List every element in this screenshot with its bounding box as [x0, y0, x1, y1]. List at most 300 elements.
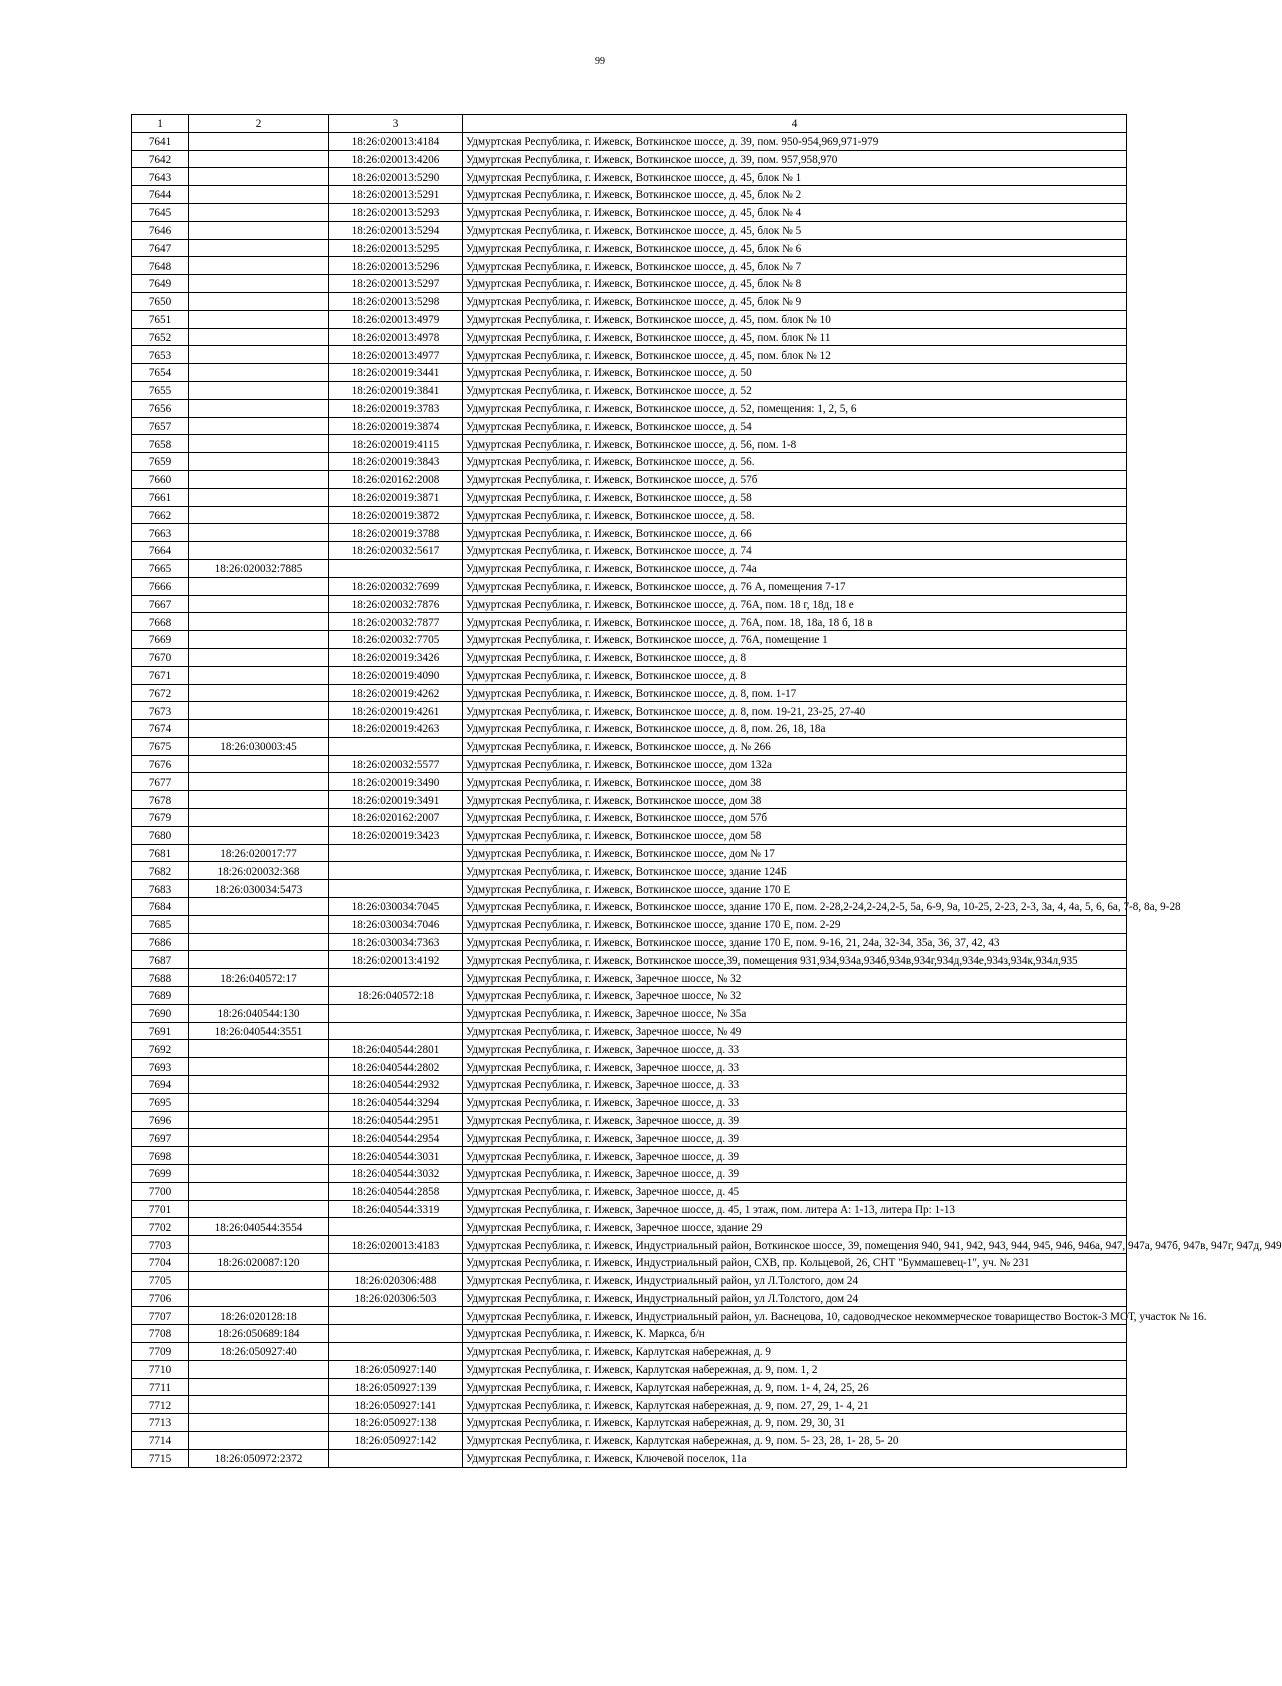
- land-cadastral-number-cell: 18:26:030034:5473: [189, 880, 329, 898]
- address-cell: Удмуртская Республика, г. Ижевск, Воткинское шоссе, д. 8, пом. 26, 18, 18а: [463, 720, 1127, 738]
- land-cadastral-number-cell: 18:26:040544:130: [189, 1004, 329, 1022]
- row-number-cell: 7686: [132, 933, 189, 951]
- table-row: [132, 417, 1127, 435]
- address-cell: Удмуртская Республика, г. Ижевск, Карлутская набережная, д. 9, пом. 29, 30, 31: [463, 1414, 1127, 1432]
- land-cadastral-number-cell: 18:26:020032:7885: [189, 559, 329, 577]
- table-header-row: [132, 115, 1127, 133]
- table-row: [132, 203, 1127, 221]
- address-cell: Удмуртская Республика, г. Ижевск, Заречное шоссе, д. 33: [463, 1040, 1127, 1058]
- building-cadastral-number-cell: 18:26:040544:2801: [329, 1040, 463, 1058]
- address-cell: Удмуртская Республика, г. Ижевск, Воткинское шоссе, д. 45, пом. блок № 10: [463, 310, 1127, 328]
- row-number-cell: 7673: [132, 702, 189, 720]
- row-number-cell: 7659: [132, 453, 189, 471]
- building-cadastral-number-cell: 18:26:020013:5296: [329, 257, 463, 275]
- land-cadastral-number-cell: [189, 292, 329, 310]
- address-cell: Удмуртская Республика, г. Ижевск, Воткинское шоссе, д. 74а: [463, 559, 1127, 577]
- row-number-cell: 7678: [132, 791, 189, 809]
- land-cadastral-number-cell: [189, 453, 329, 471]
- land-cadastral-number-cell: [189, 1182, 329, 1200]
- building-cadastral-number-cell: 18:26:020013:4192: [329, 951, 463, 969]
- land-cadastral-number-cell: [189, 1396, 329, 1414]
- table-row: [132, 310, 1127, 328]
- row-number-cell: 7694: [132, 1076, 189, 1094]
- land-cadastral-number-cell: [189, 470, 329, 488]
- table-row: [132, 737, 1127, 755]
- land-cadastral-number-cell: [189, 791, 329, 809]
- address-cell: Удмуртская Республика, г. Ижевск, Индустриальный район, СХВ, пр. Кольцевой, 26, СНТ "Буммашевец-1", уч. № 231: [463, 1254, 1127, 1272]
- table-row: [132, 381, 1127, 399]
- address-cell: Удмуртская Республика, г. Ижевск, Индустриальный район, ул. Васнецова, 10, садоводческое некоммерческое товарищество Восток-3 МОТ, участок № 16.: [463, 1307, 1127, 1325]
- building-cadastral-number-cell: 18:26:050927:139: [329, 1378, 463, 1396]
- table-row: [132, 275, 1127, 293]
- land-cadastral-number-cell: [189, 1093, 329, 1111]
- address-cell: Удмуртская Республика, г. Ижевск, Воткинское шоссе, здание 170 Е: [463, 880, 1127, 898]
- address-cell: Удмуртская Республика, г. Ижевск, Воткинское шоссе, д. 52: [463, 381, 1127, 399]
- column-header: 1: [132, 115, 189, 133]
- building-cadastral-number-cell: 18:26:020019:3426: [329, 648, 463, 666]
- row-number-cell: 7675: [132, 737, 189, 755]
- building-cadastral-number-cell: 18:26:020032:5617: [329, 542, 463, 560]
- building-cadastral-number-cell: 18:26:020019:3841: [329, 381, 463, 399]
- building-cadastral-number-cell: 18:26:020032:7876: [329, 595, 463, 613]
- address-cell: Удмуртская Республика, г. Ижевск, Воткинское шоссе, д. № 266: [463, 737, 1127, 755]
- row-number-cell: 7677: [132, 773, 189, 791]
- land-cadastral-number-cell: [189, 1289, 329, 1307]
- land-cadastral-number-cell: [189, 613, 329, 631]
- building-cadastral-number-cell: 18:26:040544:3294: [329, 1093, 463, 1111]
- row-number-cell: 7690: [132, 1004, 189, 1022]
- building-cadastral-number-cell: 18:26:050927:138: [329, 1414, 463, 1432]
- building-cadastral-number-cell: 18:26:020019:3871: [329, 488, 463, 506]
- land-cadastral-number-cell: 18:26:020017:77: [189, 844, 329, 862]
- row-number-cell: 7702: [132, 1218, 189, 1236]
- row-number-cell: 7712: [132, 1396, 189, 1414]
- building-cadastral-number-cell: [329, 1449, 463, 1467]
- address-cell: Удмуртская Республика, г. Ижевск, Карлутская набережная, д. 9, пом. 5- 23, 28, 1- 28, 5- 20: [463, 1431, 1127, 1449]
- table-row: [132, 969, 1127, 987]
- address-cell: Удмуртская Республика, г. Ижевск, Воткинское шоссе, дом 132а: [463, 755, 1127, 773]
- row-number-cell: 7647: [132, 239, 189, 257]
- land-cadastral-number-cell: [189, 364, 329, 382]
- building-cadastral-number-cell: 18:26:020032:7877: [329, 613, 463, 631]
- land-cadastral-number-cell: [189, 1111, 329, 1129]
- address-cell: Удмуртская Республика, г. Ижевск, Заречное шоссе, д. 45, 1 этаж, пом. литера А: 1-13, литера Пр: 1-13: [463, 1200, 1127, 1218]
- address-cell: Удмуртская Республика, г. Ижевск, Воткинское шоссе, дом 38: [463, 791, 1127, 809]
- table-row: [132, 1254, 1127, 1272]
- building-cadastral-number-cell: 18:26:020019:3491: [329, 791, 463, 809]
- building-cadastral-number-cell: [329, 559, 463, 577]
- row-number-cell: 7707: [132, 1307, 189, 1325]
- land-cadastral-number-cell: [189, 488, 329, 506]
- table-body: [132, 132, 1282, 1467]
- address-cell: Удмуртская Республика, г. Ижевск, Воткинское шоссе, д. 39, пом. 957,958,970: [463, 150, 1127, 168]
- row-number-cell: 7656: [132, 399, 189, 417]
- land-cadastral-number-cell: [189, 1271, 329, 1289]
- table-row: [132, 951, 1127, 969]
- building-cadastral-number-cell: 18:26:020013:5291: [329, 186, 463, 204]
- row-number-cell: 7698: [132, 1147, 189, 1165]
- building-cadastral-number-cell: [329, 862, 463, 880]
- address-cell: Удмуртская Республика, г. Ижевск, Заречное шоссе, д. 33: [463, 1076, 1127, 1094]
- land-cadastral-number-cell: 18:26:030003:45: [189, 737, 329, 755]
- land-cadastral-number-cell: [189, 275, 329, 293]
- building-cadastral-number-cell: [329, 1254, 463, 1272]
- address-cell: Удмуртская Республика, г. Ижевск, Заречное шоссе, д. 39: [463, 1111, 1127, 1129]
- row-number-cell: 7672: [132, 684, 189, 702]
- row-number-cell: 7642: [132, 150, 189, 168]
- column-header: 4: [463, 115, 1127, 133]
- row-number-cell: 7674: [132, 720, 189, 738]
- land-cadastral-number-cell: [189, 132, 329, 150]
- address-cell: Удмуртская Республика, г. Ижевск, Воткинское шоссе, д. 56, пом. 1-8: [463, 435, 1127, 453]
- building-cadastral-number-cell: 18:26:020013:5290: [329, 168, 463, 186]
- building-cadastral-number-cell: [329, 1218, 463, 1236]
- building-cadastral-number-cell: 18:26:040572:18: [329, 987, 463, 1005]
- building-cadastral-number-cell: [329, 880, 463, 898]
- table-row: [132, 1200, 1127, 1218]
- table-row: [132, 933, 1127, 951]
- building-cadastral-number-cell: 18:26:020013:4184: [329, 132, 463, 150]
- table-row: [132, 364, 1127, 382]
- address-cell: Удмуртская Республика, г. Ижевск, Воткинское шоссе, д. 45, блок № 9: [463, 292, 1127, 310]
- row-number-cell: 7661: [132, 488, 189, 506]
- row-number-cell: 7679: [132, 809, 189, 827]
- row-number-cell: 7645: [132, 203, 189, 221]
- table-row: [132, 862, 1127, 880]
- row-number-cell: 7703: [132, 1236, 189, 1254]
- building-cadastral-number-cell: 18:26:020019:3843: [329, 453, 463, 471]
- table-row: [132, 1236, 1127, 1254]
- table-row: [132, 168, 1127, 186]
- row-number-cell: 7670: [132, 648, 189, 666]
- land-cadastral-number-cell: [189, 987, 329, 1005]
- land-cadastral-number-cell: 18:26:020128:18: [189, 1307, 329, 1325]
- table-row: [132, 702, 1127, 720]
- building-cadastral-number-cell: 18:26:020019:3788: [329, 524, 463, 542]
- address-cell: Удмуртская Республика, г. Ижевск, Воткинское шоссе, дом № 17: [463, 844, 1127, 862]
- address-cell: Удмуртская Республика, г. Ижевск, Воткинское шоссе, д. 39, пом. 950-954,969,971-979: [463, 132, 1127, 150]
- address-cell: Удмуртская Республика, г. Ижевск, Воткинское шоссе, д. 45, блок № 4: [463, 203, 1127, 221]
- address-cell: Удмуртская Республика, г. Ижевск, Воткинское шоссе, здание 170 Е, пом. 2-28,2-24,2-24,2-5, 5а, 6-9, 9а, 10-25, 2-23, 2-3, 3а, 4, 4а, 5, 6, 6а, 7-8, 8а, 9-28: [463, 898, 1127, 916]
- table-row: [132, 844, 1127, 862]
- column-header: 2: [189, 115, 329, 133]
- table-row: [132, 1111, 1127, 1129]
- building-cadastral-number-cell: 18:26:020019:3872: [329, 506, 463, 524]
- land-cadastral-number-cell: [189, 257, 329, 275]
- table-row: [132, 470, 1127, 488]
- building-cadastral-number-cell: 18:26:040544:3032: [329, 1165, 463, 1183]
- table-row: [132, 684, 1127, 702]
- building-cadastral-number-cell: 18:26:050927:141: [329, 1396, 463, 1414]
- address-cell: Удмуртская Республика, г. Ижевск, Воткинское шоссе, здание 124Б: [463, 862, 1127, 880]
- building-cadastral-number-cell: 18:26:040544:3319: [329, 1200, 463, 1218]
- building-cadastral-number-cell: [329, 1342, 463, 1360]
- table-row: [132, 1414, 1127, 1432]
- address-cell: Удмуртская Республика, г. Ижевск, Воткинское шоссе, д. 45, блок № 7: [463, 257, 1127, 275]
- land-cadastral-number-cell: [189, 150, 329, 168]
- table-row: [132, 720, 1127, 738]
- table-row: [132, 791, 1127, 809]
- building-cadastral-number-cell: 18:26:050927:140: [329, 1360, 463, 1378]
- row-number-cell: 7693: [132, 1058, 189, 1076]
- building-cadastral-number-cell: 18:26:020013:4206: [329, 150, 463, 168]
- address-cell: Удмуртская Республика, г. Ижевск, Воткинское шоссе, д. 52, помещения: 1, 2, 5, 6: [463, 399, 1127, 417]
- address-cell: Удмуртская Республика, г. Ижевск, Индустриальный район, ул Л.Толстого, дом 24: [463, 1271, 1127, 1289]
- address-cell: Удмуртская Республика, г. Ижевск, Воткинское шоссе, д. 56.: [463, 453, 1127, 471]
- row-number-cell: 7668: [132, 613, 189, 631]
- row-number-cell: 7682: [132, 862, 189, 880]
- row-number-cell: 7641: [132, 132, 189, 150]
- table-row: [132, 648, 1127, 666]
- land-cadastral-number-cell: [189, 631, 329, 649]
- address-cell: Удмуртская Республика, г. Ижевск, Заречное шоссе, д. 33: [463, 1093, 1127, 1111]
- land-cadastral-number-cell: [189, 1040, 329, 1058]
- table-row: [132, 435, 1127, 453]
- land-cadastral-number-cell: 18:26:040572:17: [189, 969, 329, 987]
- building-cadastral-number-cell: 18:26:020306:488: [329, 1271, 463, 1289]
- building-cadastral-number-cell: 18:26:020032:5577: [329, 755, 463, 773]
- land-cadastral-number-cell: [189, 239, 329, 257]
- land-cadastral-number-cell: 18:26:050689:184: [189, 1325, 329, 1343]
- table-row: [132, 524, 1127, 542]
- row-number-cell: 7691: [132, 1022, 189, 1040]
- table-row: [132, 1378, 1127, 1396]
- land-cadastral-number-cell: [189, 542, 329, 560]
- building-cadastral-number-cell: 18:26:040544:3031: [329, 1147, 463, 1165]
- row-number-cell: 7700: [132, 1182, 189, 1200]
- building-cadastral-number-cell: 18:26:040544:2858: [329, 1182, 463, 1200]
- land-cadastral-number-cell: [189, 755, 329, 773]
- row-number-cell: 7688: [132, 969, 189, 987]
- address-cell: Удмуртская Республика, г. Ижевск, Воткинское шоссе, д. 8, пом. 1-17: [463, 684, 1127, 702]
- address-cell: Удмуртская Республика, г. Ижевск, Воткинское шоссе, дом 58: [463, 826, 1127, 844]
- land-cadastral-number-cell: [189, 346, 329, 364]
- address-cell: Удмуртская Республика, г. Ижевск, Заречное шоссе, № 32: [463, 969, 1127, 987]
- building-cadastral-number-cell: 18:26:020019:3490: [329, 773, 463, 791]
- table-row: [132, 1396, 1127, 1414]
- row-number-cell: 7715: [132, 1449, 189, 1467]
- row-number-cell: 7650: [132, 292, 189, 310]
- land-cadastral-number-cell: [189, 524, 329, 542]
- table-row: [132, 880, 1127, 898]
- building-cadastral-number-cell: 18:26:020306:503: [329, 1289, 463, 1307]
- row-number-cell: 7699: [132, 1165, 189, 1183]
- building-cadastral-number-cell: 18:26:050927:142: [329, 1431, 463, 1449]
- land-cadastral-number-cell: [189, 826, 329, 844]
- table-row: [132, 1058, 1127, 1076]
- table-row: [132, 1325, 1127, 1343]
- row-number-cell: 7660: [132, 470, 189, 488]
- land-cadastral-number-cell: [189, 310, 329, 328]
- address-cell: Удмуртская Республика, г. Ижевск, Воткинское шоссе, д. 45, пом. блок № 11: [463, 328, 1127, 346]
- building-cadastral-number-cell: 18:26:020032:7705: [329, 631, 463, 649]
- row-number-cell: 7710: [132, 1360, 189, 1378]
- row-number-cell: 7654: [132, 364, 189, 382]
- land-cadastral-number-cell: [189, 1414, 329, 1432]
- table-row: [132, 257, 1127, 275]
- land-cadastral-number-cell: [189, 1147, 329, 1165]
- address-cell: Удмуртская Республика, г. Ижевск, Воткинское шоссе, д. 58.: [463, 506, 1127, 524]
- land-cadastral-number-cell: [189, 898, 329, 916]
- row-number-cell: 7643: [132, 168, 189, 186]
- row-number-cell: 7713: [132, 1414, 189, 1432]
- table-row: [132, 1289, 1127, 1307]
- address-cell: Удмуртская Республика, г. Ижевск, Воткинское шоссе, д. 45, блок № 2: [463, 186, 1127, 204]
- land-cadastral-number-cell: [189, 1058, 329, 1076]
- address-cell: Удмуртская Республика, г. Ижевск, Карлутская набережная, д. 9, пом. 1- 4, 24, 25, 26: [463, 1378, 1127, 1396]
- land-cadastral-number-cell: [189, 933, 329, 951]
- row-number-cell: 7648: [132, 257, 189, 275]
- row-number-cell: 7706: [132, 1289, 189, 1307]
- row-number-cell: 7658: [132, 435, 189, 453]
- table-row: [132, 453, 1127, 471]
- row-number-cell: 7663: [132, 524, 189, 542]
- address-cell: Удмуртская Республика, г. Ижевск, Воткинское шоссе, д. 74: [463, 542, 1127, 560]
- land-cadastral-number-cell: [189, 399, 329, 417]
- address-cell: Удмуртская Республика, г. Ижевск, Воткинское шоссе, здание 170 Е, пом. 9-16, 21, 24а, 32-34, 35а, 36, 37, 42, 43: [463, 933, 1127, 951]
- row-number-cell: 7692: [132, 1040, 189, 1058]
- address-cell: Удмуртская Республика, г. Ижевск, Индустриальный район, Воткинское шоссе, 39, помещения 940, 941, 942, 943, 944, 945, 946, 946а, 947, 947а, 947б, 947в, 947г, 947д, 949: [463, 1236, 1127, 1254]
- land-cadastral-number-cell: [189, 1076, 329, 1094]
- address-cell: Удмуртская Республика, г. Ижевск, Воткинское шоссе, д. 76 А, помещения 7-17: [463, 577, 1127, 595]
- table-row: [132, 1004, 1127, 1022]
- land-cadastral-number-cell: [189, 1165, 329, 1183]
- address-cell: Удмуртская Республика, г. Ижевск, Воткинское шоссе, д. 76А, помещение 1: [463, 631, 1127, 649]
- address-cell: Удмуртская Республика, г. Ижевск, Воткинское шоссе, д. 45, блок № 6: [463, 239, 1127, 257]
- land-cadastral-number-cell: [189, 1378, 329, 1396]
- land-cadastral-number-cell: [189, 186, 329, 204]
- table-row: [132, 1022, 1127, 1040]
- building-cadastral-number-cell: [329, 1307, 463, 1325]
- land-cadastral-number-cell: 18:26:050927:40: [189, 1342, 329, 1360]
- row-number-cell: 7676: [132, 755, 189, 773]
- address-cell: Удмуртская Республика, г. Ижевск, Воткинское шоссе, д. 8, пом. 19-21, 23-25, 27-40: [463, 702, 1127, 720]
- building-cadastral-number-cell: 18:26:020013:4183: [329, 1236, 463, 1254]
- land-cadastral-number-cell: [189, 328, 329, 346]
- land-cadastral-number-cell: 18:26:050972:2372: [189, 1449, 329, 1467]
- row-number-cell: 7704: [132, 1254, 189, 1272]
- table-row: [132, 773, 1127, 791]
- table-row: [132, 1431, 1127, 1449]
- address-cell: Удмуртская Республика, г. Ижевск, Заречное шоссе, д. 39: [463, 1147, 1127, 1165]
- table-row: [132, 755, 1127, 773]
- address-cell: Удмуртская Республика, г. Ижевск, Воткинское шоссе, дом 57б: [463, 809, 1127, 827]
- building-cadastral-number-cell: 18:26:020013:4979: [329, 310, 463, 328]
- land-cadastral-number-cell: [189, 168, 329, 186]
- row-number-cell: 7644: [132, 186, 189, 204]
- building-cadastral-number-cell: [329, 737, 463, 755]
- row-number-cell: 7685: [132, 915, 189, 933]
- row-number-cell: 7651: [132, 310, 189, 328]
- row-number-cell: 7684: [132, 898, 189, 916]
- building-cadastral-number-cell: 18:26:020013:5293: [329, 203, 463, 221]
- row-number-cell: 7683: [132, 880, 189, 898]
- row-number-cell: 7665: [132, 559, 189, 577]
- registry-table: [131, 114, 1282, 1468]
- table-row: [132, 595, 1127, 613]
- land-cadastral-number-cell: [189, 1129, 329, 1147]
- table-row: [132, 987, 1127, 1005]
- land-cadastral-number-cell: [189, 809, 329, 827]
- table-row: [132, 1342, 1127, 1360]
- land-cadastral-number-cell: [189, 203, 329, 221]
- land-cadastral-number-cell: [189, 435, 329, 453]
- page-number: 99: [595, 56, 605, 67]
- table-row: [132, 150, 1127, 168]
- land-cadastral-number-cell: [189, 666, 329, 684]
- land-cadastral-number-cell: [189, 684, 329, 702]
- land-cadastral-number-cell: [189, 720, 329, 738]
- table-row: [132, 613, 1127, 631]
- building-cadastral-number-cell: 18:26:020019:4262: [329, 684, 463, 702]
- table-row: [132, 559, 1127, 577]
- land-cadastral-number-cell: [189, 595, 329, 613]
- building-cadastral-number-cell: [329, 1004, 463, 1022]
- building-cadastral-number-cell: 18:26:020013:4977: [329, 346, 463, 364]
- address-cell: Удмуртская Республика, г. Ижевск, Заречное шоссе, д. 39: [463, 1129, 1127, 1147]
- row-number-cell: 7695: [132, 1093, 189, 1111]
- land-cadastral-number-cell: [189, 1360, 329, 1378]
- building-cadastral-number-cell: 18:26:020019:4263: [329, 720, 463, 738]
- land-cadastral-number-cell: [189, 381, 329, 399]
- land-cadastral-number-cell: 18:26:020087:120: [189, 1254, 329, 1272]
- table-row: [132, 1076, 1127, 1094]
- table-row: [132, 1040, 1127, 1058]
- table-row: [132, 488, 1127, 506]
- address-cell: Удмуртская Республика, г. Ижевск, Воткинское шоссе, д. 45, пом. блок № 12: [463, 346, 1127, 364]
- land-cadastral-number-cell: [189, 221, 329, 239]
- building-cadastral-number-cell: 18:26:040544:2954: [329, 1129, 463, 1147]
- address-cell: Удмуртская Республика, г. Ижевск, Воткинское шоссе, д. 45, блок № 5: [463, 221, 1127, 239]
- address-cell: Удмуртская Республика, г. Ижевск, Воткинское шоссе, д. 57б: [463, 470, 1127, 488]
- building-cadastral-number-cell: 18:26:020019:4261: [329, 702, 463, 720]
- row-number-cell: 7705: [132, 1271, 189, 1289]
- building-cadastral-number-cell: 18:26:030034:7045: [329, 898, 463, 916]
- building-cadastral-number-cell: 18:26:020013:4978: [329, 328, 463, 346]
- row-number-cell: 7669: [132, 631, 189, 649]
- row-number-cell: 7652: [132, 328, 189, 346]
- address-cell: Удмуртская Республика, г. Ижевск, Воткинское шоссе, дом 38: [463, 773, 1127, 791]
- row-number-cell: 7649: [132, 275, 189, 293]
- table-row: [132, 1449, 1127, 1467]
- address-cell: Удмуртская Республика, г. Ижевск, Заречное шоссе, здание 29: [463, 1218, 1127, 1236]
- land-cadastral-number-cell: [189, 915, 329, 933]
- land-cadastral-number-cell: [189, 506, 329, 524]
- address-cell: Удмуртская Республика, г. Ижевск, Ключевой поселок, 11а: [463, 1449, 1127, 1467]
- address-cell: Удмуртская Республика, г. Ижевск, К. Маркса, б/н: [463, 1325, 1127, 1343]
- building-cadastral-number-cell: 18:26:040544:2932: [329, 1076, 463, 1094]
- row-number-cell: 7708: [132, 1325, 189, 1343]
- table-row: [132, 1165, 1127, 1183]
- table-row: [132, 1129, 1127, 1147]
- address-cell: Удмуртская Республика, г. Ижевск, Карлутская набережная, д. 9, пом. 27, 29, 1- 4, 21: [463, 1396, 1127, 1414]
- table-row: [132, 577, 1127, 595]
- land-cadastral-number-cell: [189, 417, 329, 435]
- building-cadastral-number-cell: 18:26:020013:5297: [329, 275, 463, 293]
- land-cadastral-number-cell: [189, 951, 329, 969]
- table-row: [132, 1218, 1127, 1236]
- building-cadastral-number-cell: 18:26:020013:5298: [329, 292, 463, 310]
- row-number-cell: 7646: [132, 221, 189, 239]
- land-cadastral-number-cell: [189, 1236, 329, 1254]
- table-row: [132, 399, 1127, 417]
- row-number-cell: 7666: [132, 577, 189, 595]
- building-cadastral-number-cell: 18:26:020019:4090: [329, 666, 463, 684]
- building-cadastral-number-cell: 18:26:020013:5295: [329, 239, 463, 257]
- address-cell: Удмуртская Республика, г. Ижевск, Заречное шоссе, № 35а: [463, 1004, 1127, 1022]
- table-row: [132, 666, 1127, 684]
- row-number-cell: 7662: [132, 506, 189, 524]
